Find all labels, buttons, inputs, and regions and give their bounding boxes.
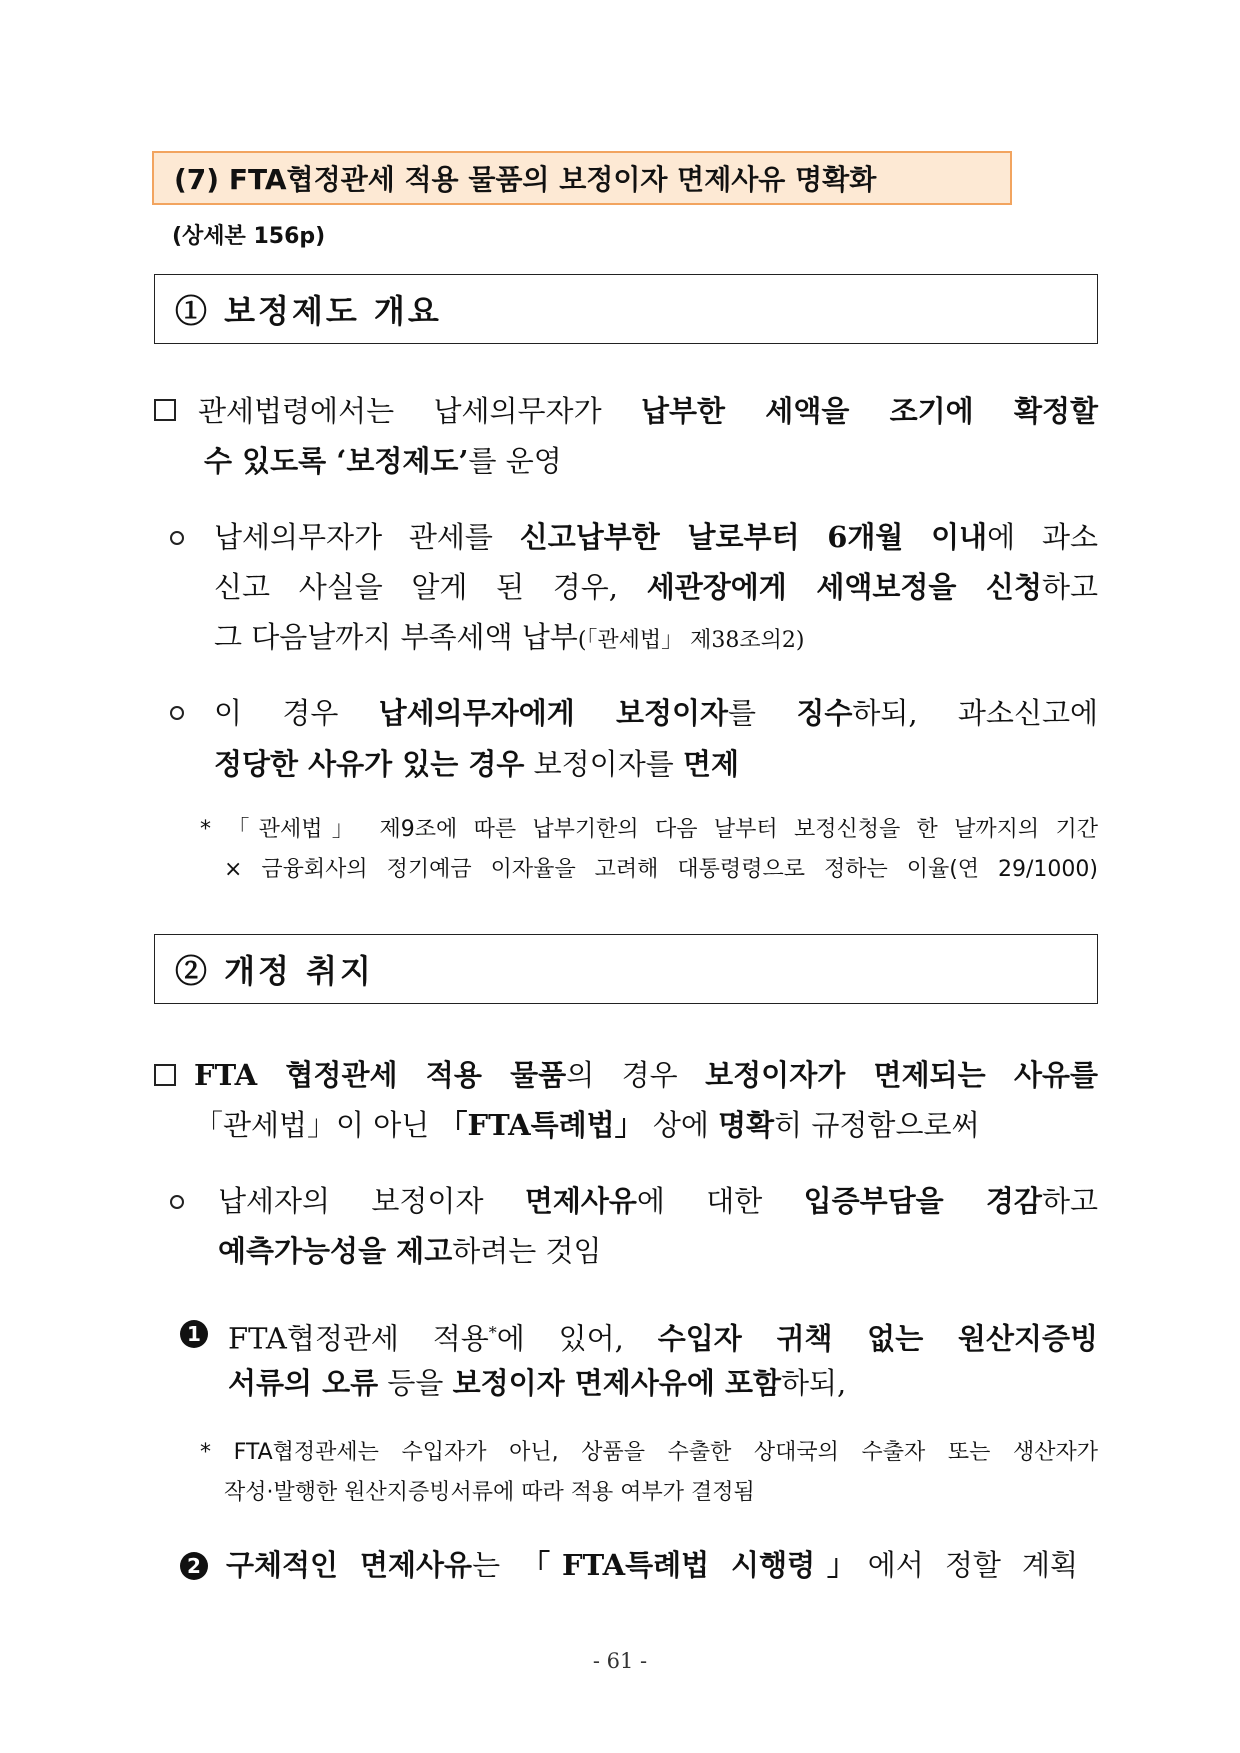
paragraph-line	[214, 739, 739, 789]
footnote-line: 작성·발행한 원산지증빙서류에 따라 적용 여부가 결정됨	[224, 1480, 755, 1505]
bold-text-run: 면제사유	[524, 1184, 637, 1218]
text-run: 하되,	[781, 1366, 847, 1400]
text-run: 납세의무자가 관세를	[214, 520, 520, 554]
paragraph-line	[194, 1050, 1098, 1100]
bullet-circle-icon	[170, 706, 184, 720]
section-heading	[152, 151, 1012, 205]
text-run: 그 다음날까지 부족세액 납부	[214, 620, 578, 654]
paragraph-line	[228, 1308, 1098, 1364]
text-run: *	[488, 1323, 497, 1342]
bold-text-run: 서류의 오류	[228, 1366, 379, 1400]
bold-text-run: FTA 협정관세 적용 물품	[194, 1058, 567, 1092]
bullet-circle-icon	[170, 531, 184, 545]
bold-text-run: 수 있도록 ‘보정제도’	[204, 444, 469, 478]
text-run: 「관세법」이 아닌	[194, 1108, 439, 1142]
text-run: FTA협정관세 적용	[228, 1321, 489, 1356]
bold-text-run: 「FTA특례법 시행령」	[521, 1548, 868, 1582]
text-run: (「관세법」 제38조의2)	[577, 628, 805, 653]
subsection-title: ② 개정 취지	[175, 952, 374, 990]
paragraph-line	[204, 436, 562, 486]
paragraph-line	[218, 1176, 1098, 1226]
paragraph-line	[214, 612, 805, 666]
text-run: 에 있어,	[496, 1321, 658, 1356]
paragraph-line	[198, 386, 1098, 436]
text-run: 하려는 것임	[452, 1234, 602, 1268]
detail-reference: (상세본 156p)	[172, 224, 326, 249]
checkbox-square-icon	[154, 399, 176, 421]
bold-text-run: 명확	[718, 1108, 775, 1142]
bold-text-run: 정당한 사유가 있는 경우	[214, 747, 525, 781]
footnote-line: * 「관세법」 제9조에 따른 납부기한의 다음 날부터 보정신청을 한 날까지의 기간	[200, 817, 1098, 842]
bold-text-run: 보정이자 면제사유에 포함	[452, 1366, 781, 1400]
footnote-line: × 금융회사의 정기예금 이자율을 고려해 대통령령으로 정하는 이율(연 29/1000)	[224, 857, 1098, 882]
text-run: 관세법령에서는 납세의무자가	[198, 394, 641, 428]
text-run: 를 운영	[468, 444, 562, 478]
paragraph-line	[214, 512, 1098, 562]
text-run: 의 경우	[566, 1058, 706, 1092]
text-run: 는	[472, 1548, 522, 1582]
bold-text-run: 수입자 귀책 없는 원산지증빙	[657, 1321, 1098, 1356]
text-run: 납세자의 보정이자	[218, 1184, 525, 1218]
bold-text-run: 보정이자가 면제되는 사유를	[705, 1058, 1098, 1092]
text-run: 에 대한	[636, 1184, 804, 1218]
bold-text-run: 면제	[682, 747, 739, 781]
subsection-box-purpose	[154, 934, 1098, 1004]
text-run: 에서 정할 계획	[867, 1548, 1078, 1582]
subsection-title: ① 보정제도 개요	[175, 292, 442, 330]
bold-text-run: 입증부담을 경감	[803, 1184, 1042, 1218]
subsection-box-overview	[154, 274, 1098, 344]
bold-text-run: 납부한 세액을 조기에 확정할	[640, 394, 1098, 428]
bold-text-run: 징수	[796, 696, 853, 730]
text-run: 보정이자를	[524, 747, 683, 781]
bold-text-run: 납세의무자에게 보정이자	[378, 696, 728, 730]
text-run: 신고 사실을 알게 된 경우,	[214, 570, 647, 604]
checkbox-square-icon	[154, 1064, 176, 1086]
bold-text-run: 「FTA특례법」	[438, 1108, 644, 1142]
section-heading-text: (7) FTA협정관세 적용 물품의 보정이자 면제사유 명확화	[174, 163, 877, 196]
bullet-circle-icon	[170, 1195, 184, 1209]
text-run: 상에	[643, 1108, 719, 1142]
paragraph-line	[214, 562, 1098, 612]
text-run: 히 규정함으로써	[774, 1108, 980, 1142]
text-run: 하고	[1041, 1184, 1098, 1218]
footnote-line: * FTA협정관세는 수입자가 아닌, 상품을 수출한 상대국의 수출자 또는 생산자가	[200, 1440, 1098, 1465]
bold-text-run: 예측가능성을 제고	[218, 1234, 453, 1268]
numbered-bullet-one-icon: 1	[180, 1320, 208, 1348]
bold-text-run: 세관장에게 세액보정을 신청	[646, 570, 1042, 604]
text-run: 에 과소	[987, 520, 1098, 554]
bold-text-run: 구체적인 면제사유	[226, 1548, 473, 1582]
paragraph-line	[214, 688, 1098, 738]
text-run: 이 경우	[214, 696, 379, 730]
text-run: 등을	[378, 1366, 453, 1400]
paragraph-line	[194, 1100, 980, 1150]
text-run: 를	[728, 696, 797, 730]
text-run: 하되, 과소신고에	[852, 696, 1098, 730]
paragraph-line	[228, 1358, 846, 1408]
paragraph-line	[218, 1226, 602, 1276]
bold-text-run: 신고납부한 날로부터 6개월 이내	[519, 520, 988, 554]
text-run: 하고	[1041, 570, 1098, 604]
page-number: - 61 -	[592, 1649, 648, 1673]
paragraph-line	[226, 1540, 1078, 1590]
numbered-bullet-two-icon: 2	[180, 1552, 208, 1580]
